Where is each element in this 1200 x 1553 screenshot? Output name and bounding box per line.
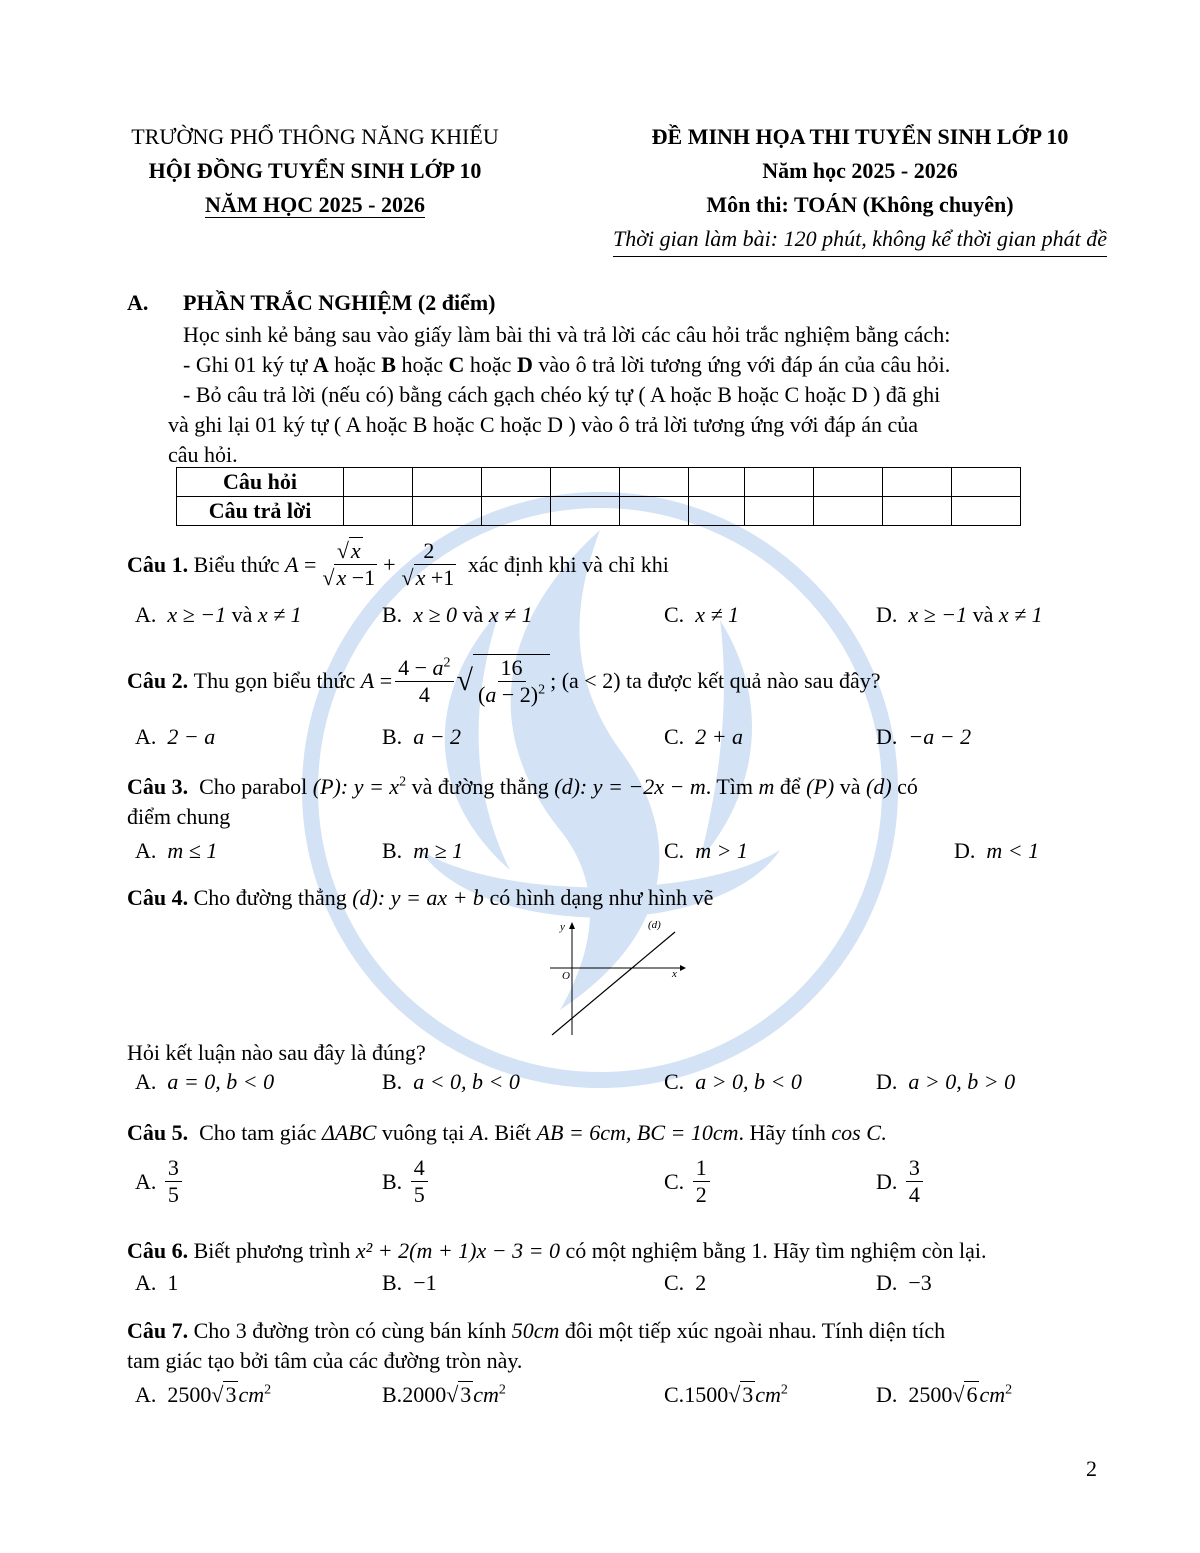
graph-line-label: (d) [648, 919, 661, 931]
answer-table-row-questions [177, 468, 1021, 497]
answer-table-row-answers [177, 497, 1021, 526]
answer-table-header-answers: Câu trả lời [177, 497, 344, 526]
instruction-2: - Ghi 01 ký tự A hoặc B hoặc C hoặc D vào ô trả lời tương ứng với đáp án của câu hỏi. [183, 352, 951, 377]
instruction-3c: câu hỏi. [168, 442, 238, 467]
question-1-option-c: C. x ≠ 1 [664, 602, 740, 627]
question-2-option-d: D. −a − 2 [876, 724, 972, 749]
exam-subject: Môn thi: TOÁN (Không chuyên) [706, 192, 1014, 217]
graph-origin-label: O [562, 970, 570, 982]
question-7-option-d: D. $2500√6cm^2$ [876, 1382, 1013, 1407]
answer-table [176, 467, 1021, 526]
school-year: NĂM HỌC 2025 - 2026 [205, 192, 425, 217]
question-1-option-a: A. x ≥ −1 và x ≠ 1 [135, 602, 302, 627]
question-3-option-c: C. m > 1 [664, 838, 748, 863]
question-3-option-d: D. m < 1 [954, 838, 1040, 863]
question-2-option-c: C. 2 + a [664, 724, 744, 749]
question-5-option-a: A. $\frac{3}{5}$ [135, 1155, 185, 1208]
question-4-option-a: A. a = 0, b < 0 [135, 1069, 275, 1094]
question-7: Câu 7. Cho 3 đường tròn có cùng bán kính 50cm đôi một tiếp xúc ngoài nhau. Tính diện tích tam giác tạo bởi tâm của các đường tròn này. [127, 1318, 946, 1373]
question-5-option-d: D. $\frac{3}{4}$ [876, 1155, 926, 1208]
exam-year: Năm học 2025 - 2026 [762, 158, 958, 183]
question-1-option-d: D. x ≥ −1 và x ≠ 1 [876, 602, 1043, 627]
question-5-option-c: C. $\frac{1}{2}$ [664, 1155, 713, 1208]
question-4: Câu 4. Cho đường thẳng (d): y = ax + b có hình dạng như hình vẽ [127, 885, 714, 910]
line-graph-figure [540, 915, 690, 1040]
question-2: Câu 2. Thu gọn biểu thức A = $\frac{4 - a^2}{4}$ √ $\frac{16}{(a - 2)^2}$ ; (a < 2) ta được kết quả nào sau đây? [127, 654, 881, 707]
section-a-label: A. [127, 290, 149, 315]
question-6: Câu 6. Biết phương trình x² + 2(m + 1)x − 3 = 0 có một nghiệm bằng 1. Hãy tìm nghiệm còn lại. [127, 1238, 987, 1263]
question-1: Câu 1. Biểu thức A = $\frac{√x}{√x -1}$ + $\frac{2}{√x +1}$ xác định khi và chỉ khi [127, 538, 669, 590]
answer-table-header-questions: Câu hỏi [177, 468, 344, 497]
question-4-option-c: C. a > 0, b < 0 [664, 1069, 802, 1094]
section-a-title: PHẦN TRẮC NGHIỆM (2 điểm) [183, 290, 496, 315]
question-5-option-b: B. $\frac{4}{5}$ [382, 1155, 431, 1208]
instruction-3b: và ghi lại 01 ký tự ( A hoặc B hoặc C hoặc D ) vào ô trả lời tương ứng với đáp án của [168, 412, 919, 437]
graph-y-label: y [560, 921, 565, 933]
question-3-option-b: B. m ≥ 1 [382, 838, 464, 863]
question-2-option-b: B. a − 2 [382, 724, 462, 749]
question-6-option-c: C. 2 [664, 1270, 707, 1295]
question-1-option-b: B. x ≥ 0 và x ≠ 1 [382, 602, 533, 627]
school-name: TRƯỜNG PHỔ THÔNG NĂNG KHIẾU [131, 124, 499, 149]
page-number: 2 [1086, 1456, 1097, 1481]
question-7-option-a: A. $2500√3cm^2$ [135, 1382, 272, 1407]
question-3-option-a: A. m ≤ 1 [135, 838, 218, 863]
council-name: HỘI ĐỒNG TUYỂN SINH LỚP 10 [148, 158, 482, 183]
question-2-option-a: A. 2 − a [135, 724, 216, 749]
question-6-option-a: A. 1 [135, 1270, 179, 1295]
question-7-option-b: $B.2000√3cm^2$ [382, 1382, 506, 1407]
question-5: Câu 5. Cho tam giác ΔABC vuông tại A. Biết AB = 6cm, BC = 10cm. Hãy tính cos C. [127, 1120, 887, 1145]
question-6-option-b: B. −1 [382, 1270, 437, 1295]
instruction-3a: - Bỏ câu trả lời (nếu có) bằng cách gạch chéo ký tự ( A hoặc B hoặc C hoặc D ) đã ghi [183, 382, 941, 407]
question-4-ask: Hỏi kết luận nào sau đây là đúng? [127, 1040, 426, 1065]
question-3: Câu 3. Cho parabol (P): $y = x^2$ và đường thẳng (d): y = −2x − m. Tìm m để (P) và (d) có điểm chung [127, 774, 918, 829]
question-6-option-d: D. −3 [876, 1270, 932, 1295]
question-4-option-d: D. a > 0, b > 0 [876, 1069, 1016, 1094]
graph-x-label: x [672, 968, 677, 980]
question-7-option-c: $C.1500√3cm^2$ [664, 1382, 788, 1407]
exam-time: Thời gian làm bài: 120 phút, không kể thời gian phát đề [613, 222, 1107, 257]
exam-title: ĐỀ MINH HỌA THI TUYỂN SINH LỚP 10 [651, 124, 1069, 149]
question-4-option-b: B. a < 0, b < 0 [382, 1069, 520, 1094]
instruction-1: Học sinh kẻ bảng sau vào giấy làm bài thi và trả lời các câu hỏi trắc nghiệm bằng cách: [183, 322, 951, 347]
